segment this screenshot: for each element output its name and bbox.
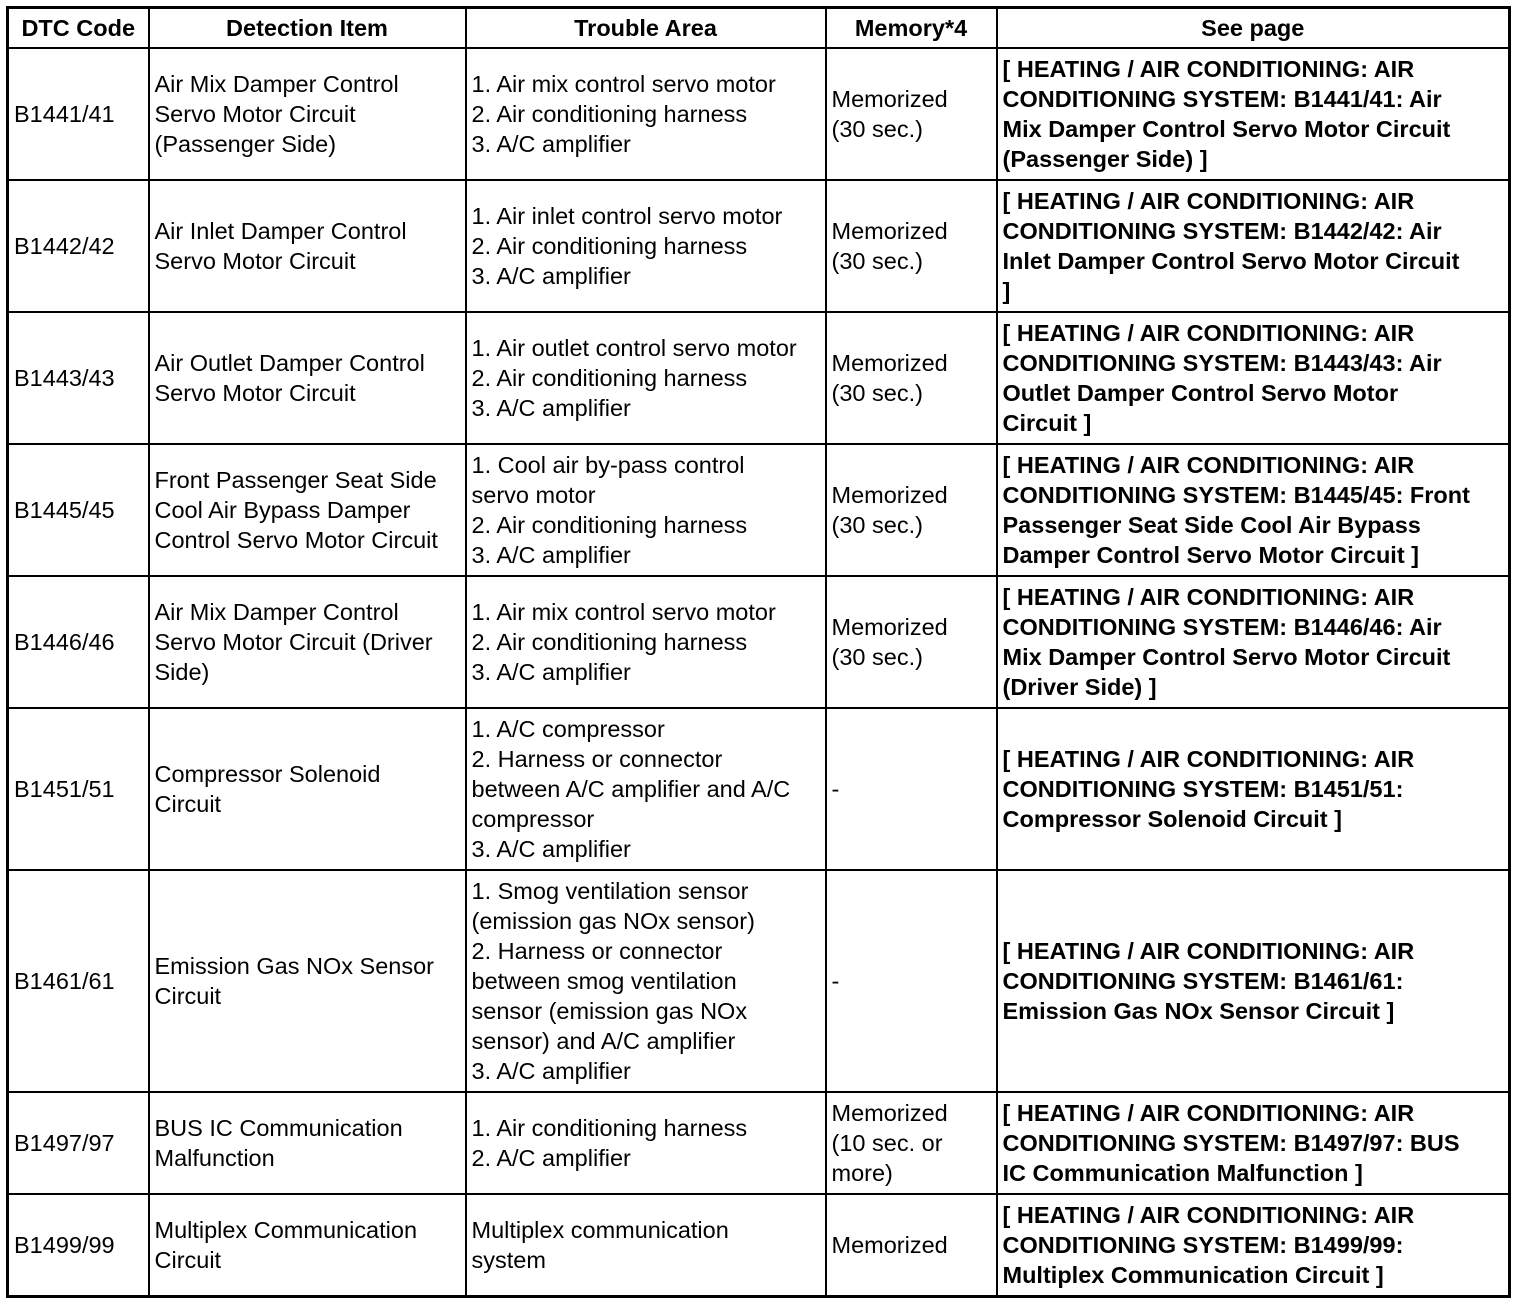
cell-line: Memorized bbox=[831, 614, 948, 640]
see-page-cell[interactable] bbox=[997, 312, 1510, 444]
see-page-link-line[interactable]: [ HEATING / AIR CONDITIONING: AIR bbox=[1002, 56, 1415, 82]
cell-line: Servo Motor Circuit (Driver bbox=[154, 629, 433, 655]
see-page-link-line[interactable]: [ HEATING / AIR CONDITIONING: AIR bbox=[1002, 1100, 1415, 1126]
memory-cell bbox=[826, 870, 997, 1092]
detection-item-cell bbox=[149, 1194, 466, 1296]
detection-item-cell bbox=[149, 870, 466, 1092]
detection-item-cell bbox=[149, 180, 466, 312]
see-page-link-line[interactable]: Mix Damper Control Servo Motor Circuit bbox=[1002, 644, 1451, 670]
cell-line: Multiplex communication bbox=[471, 1216, 729, 1243]
cell-line: 2. Harness or connector bbox=[471, 746, 723, 772]
trouble-area-cell bbox=[466, 870, 826, 1092]
cell-line: 1. Cool air by-pass control bbox=[471, 452, 745, 478]
cell-line: 3. A/C amplifier bbox=[471, 1058, 631, 1084]
see-page-link-line[interactable]: (Driver Side) ] bbox=[1002, 674, 1157, 700]
trouble-area-cell bbox=[466, 1194, 826, 1296]
table-row bbox=[8, 708, 1510, 870]
table-row bbox=[8, 180, 1510, 312]
see-page-link-line[interactable]: [ HEATING / AIR CONDITIONING: AIR bbox=[1002, 320, 1415, 346]
memory-cell bbox=[826, 312, 997, 444]
cell-line: 3. A/C amplifier bbox=[471, 131, 631, 157]
header-memory: Memory*4 bbox=[826, 8, 997, 49]
cell-line: (Passenger Side) bbox=[154, 131, 337, 157]
see-page-cell[interactable] bbox=[997, 48, 1510, 180]
cell-line: between A/C amplifier and A/C bbox=[471, 776, 791, 802]
dtc-code-cell: B1445/45 bbox=[8, 444, 149, 576]
cell-line: Memorized bbox=[831, 1100, 948, 1126]
cell-line: Memorized bbox=[831, 1231, 948, 1258]
cell-line: Memorized bbox=[831, 350, 948, 376]
cell-line: Air Mix Damper Control bbox=[154, 599, 399, 625]
see-page-link-line[interactable]: Damper Control Servo Motor Circuit ] bbox=[1002, 542, 1420, 568]
see-page-link-line[interactable]: CONDITIONING SYSTEM: B1441/41: Air bbox=[1002, 86, 1442, 112]
header-dtc-code: DTC Code bbox=[8, 8, 149, 49]
see-page-link-line[interactable]: CONDITIONING SYSTEM: B1451/51: bbox=[1002, 776, 1404, 802]
cell-line: 3. A/C amplifier bbox=[471, 836, 631, 862]
see-page-link-line[interactable]: Passenger Seat Side Cool Air Bypass bbox=[1002, 512, 1421, 538]
cell-line: 2. Air conditioning harness bbox=[471, 629, 748, 655]
see-page-cell[interactable] bbox=[997, 870, 1510, 1092]
memory-cell bbox=[826, 180, 997, 312]
dtc-table bbox=[6, 6, 1511, 1298]
see-page-link-line[interactable]: Emission Gas NOx Sensor Circuit ] bbox=[1002, 998, 1395, 1024]
trouble-area-cell bbox=[466, 444, 826, 576]
cell-line: Air Mix Damper Control bbox=[154, 71, 399, 97]
dtc-code-cell: B1446/46 bbox=[8, 576, 149, 708]
memory-cell bbox=[826, 1092, 997, 1194]
trouble-area-cell bbox=[466, 708, 826, 870]
cell-line: 3. A/C amplifier bbox=[471, 659, 631, 685]
cell-line: 2. Air conditioning harness bbox=[471, 101, 748, 127]
memory-cell bbox=[826, 576, 997, 708]
dtc-code-cell: B1441/41 bbox=[8, 48, 149, 180]
cell-line: servo motor bbox=[471, 482, 596, 508]
cell-line: 1. Air conditioning harness bbox=[471, 1115, 748, 1141]
cell-line: (30 sec.) bbox=[831, 248, 923, 274]
see-page-link-line[interactable]: Circuit ] bbox=[1002, 410, 1092, 436]
header-detection-item: Detection Item bbox=[149, 8, 466, 49]
cell-line: Memorized bbox=[831, 482, 948, 508]
cell-line: Memorized bbox=[831, 218, 948, 244]
see-page-link-line[interactable]: Inlet Damper Control Servo Motor Circuit bbox=[1002, 248, 1460, 274]
cell-line: between smog ventilation bbox=[471, 968, 737, 994]
cell-line: Side) bbox=[154, 659, 210, 685]
cell-line: BUS IC Communication bbox=[154, 1115, 403, 1141]
see-page-link-line[interactable]: CONDITIONING SYSTEM: B1497/97: BUS bbox=[1002, 1130, 1460, 1156]
see-page-link-line[interactable]: CONDITIONING SYSTEM: B1442/42: Air bbox=[1002, 218, 1442, 244]
cell-line: 3. A/C amplifier bbox=[471, 542, 631, 568]
cell-line: 2. A/C amplifier bbox=[471, 1145, 631, 1171]
see-page-link-line[interactable]: Compressor Solenoid Circuit ] bbox=[1002, 806, 1342, 832]
cell-line: 3. A/C amplifier bbox=[471, 263, 631, 289]
detection-item-cell bbox=[149, 444, 466, 576]
cell-line: Air Inlet Damper Control bbox=[154, 218, 407, 244]
dtc-code-cell: B1442/42 bbox=[8, 180, 149, 312]
cell-line: Control Servo Motor Circuit bbox=[154, 527, 438, 553]
see-page-link-line[interactable]: CONDITIONING SYSTEM: B1445/45: Front bbox=[1002, 482, 1470, 508]
cell-line: sensor (emission gas NOx bbox=[471, 998, 748, 1024]
cell-line: 1. A/C compressor bbox=[471, 716, 665, 742]
cell-line: (30 sec.) bbox=[831, 116, 923, 142]
dtc-code-cell: B1443/43 bbox=[8, 312, 149, 444]
cell-line: Servo Motor Circuit bbox=[154, 380, 356, 406]
trouble-area-cell bbox=[466, 1092, 826, 1194]
see-page-link-line[interactable]: IC Communication Malfunction ] bbox=[1002, 1160, 1363, 1186]
header-row bbox=[8, 8, 1510, 49]
cell-line: 1. Smog ventilation sensor bbox=[471, 878, 749, 904]
see-page-link-line[interactable]: [ HEATING / AIR CONDITIONING: AIR bbox=[1002, 452, 1415, 478]
table-row bbox=[8, 48, 1510, 180]
detection-item-cell bbox=[149, 48, 466, 180]
cell-line: 1. Air mix control servo motor bbox=[471, 599, 776, 625]
memory-cell bbox=[826, 48, 997, 180]
see-page-link-line[interactable]: Outlet Damper Control Servo Motor bbox=[1002, 380, 1399, 406]
dtc-code-cell: B1461/61 bbox=[8, 870, 149, 1092]
cell-line: 1. Air outlet control servo motor bbox=[471, 335, 797, 361]
cell-line: 2. Air conditioning harness bbox=[471, 365, 748, 391]
see-page-link-line[interactable]: CONDITIONING SYSTEM: B1446/46: Air bbox=[1002, 614, 1442, 640]
cell-line: more) bbox=[831, 1160, 893, 1186]
cell-line: (emission gas NOx sensor) bbox=[471, 908, 755, 934]
detection-item-cell bbox=[149, 708, 466, 870]
cell-line: Compressor Solenoid bbox=[154, 761, 381, 787]
cell-line: Memorized bbox=[831, 86, 948, 112]
cell-line: (10 sec. or bbox=[831, 1130, 943, 1156]
see-page-link-line[interactable]: Multiplex Communication Circuit ] bbox=[1002, 1261, 1384, 1288]
detection-item-cell bbox=[149, 576, 466, 708]
detection-item-cell bbox=[149, 312, 466, 444]
see-page-link-line[interactable]: CONDITIONING SYSTEM: B1443/43: Air bbox=[1002, 350, 1442, 376]
cell-line: 1. Air mix control servo motor bbox=[471, 71, 776, 97]
cell-line: (30 sec.) bbox=[831, 512, 923, 538]
see-page-link-line[interactable]: Mix Damper Control Servo Motor Circuit bbox=[1002, 116, 1451, 142]
cell-line: Servo Motor Circuit bbox=[154, 248, 356, 274]
cell-line: Multiplex Communication bbox=[154, 1216, 418, 1243]
cell-line: - bbox=[831, 776, 840, 802]
see-page-link-line[interactable]: CONDITIONING SYSTEM: B1499/99: bbox=[1002, 1231, 1404, 1258]
see-page-link-line[interactable]: CONDITIONING SYSTEM: B1461/61: bbox=[1002, 968, 1404, 994]
cell-line: sensor) and A/C amplifier bbox=[471, 1028, 736, 1054]
cell-line: 2. Air conditioning harness bbox=[471, 233, 748, 259]
cell-line: compressor bbox=[471, 806, 595, 832]
see-page-cell[interactable] bbox=[997, 180, 1510, 312]
see-page-link-line[interactable]: [ HEATING / AIR CONDITIONING: AIR bbox=[1002, 584, 1415, 610]
see-page-cell[interactable] bbox=[997, 708, 1510, 870]
cell-line: (30 sec.) bbox=[831, 380, 923, 406]
cell-line: Circuit bbox=[154, 983, 222, 1009]
memory-cell bbox=[826, 1194, 997, 1296]
cell-line: Circuit bbox=[154, 791, 222, 817]
detection-item-cell bbox=[149, 1092, 466, 1194]
cell-line: 2. Harness or connector bbox=[471, 938, 723, 964]
cell-line: Front Passenger Seat Side bbox=[154, 467, 437, 493]
see-page-cell[interactable] bbox=[997, 1092, 1510, 1194]
header-see-page: See page bbox=[997, 8, 1510, 49]
cell-line: (30 sec.) bbox=[831, 644, 923, 670]
cell-line: Circuit bbox=[154, 1246, 222, 1273]
table-row bbox=[8, 312, 1510, 444]
see-page-cell[interactable] bbox=[997, 576, 1510, 708]
trouble-area-cell bbox=[466, 48, 826, 180]
table-row bbox=[8, 576, 1510, 708]
dtc-code-cell: B1451/51 bbox=[8, 708, 149, 870]
trouble-area-cell bbox=[466, 180, 826, 312]
dtc-code-cell: B1497/97 bbox=[8, 1092, 149, 1194]
cell-line: 1. Air inlet control servo motor bbox=[471, 203, 783, 229]
see-page-link-line[interactable]: [ HEATING / AIR CONDITIONING: AIR bbox=[1002, 188, 1415, 214]
table-row bbox=[8, 1092, 1510, 1194]
see-page-cell[interactable] bbox=[997, 444, 1510, 576]
cell-line: Cool Air Bypass Damper bbox=[154, 497, 411, 523]
cell-line: Servo Motor Circuit bbox=[154, 101, 356, 127]
cell-line: system bbox=[471, 1246, 546, 1273]
cell-line: Malfunction bbox=[154, 1145, 275, 1171]
cell-line: Air Outlet Damper Control bbox=[154, 350, 425, 376]
see-page-link-line[interactable]: [ HEATING / AIR CONDITIONING: AIR bbox=[1002, 746, 1415, 772]
see-page-link-line[interactable]: [ HEATING / AIR CONDITIONING: AIR bbox=[1002, 1201, 1415, 1228]
cell-line: Emission Gas NOx Sensor bbox=[154, 953, 434, 979]
table-row bbox=[8, 1194, 1510, 1296]
trouble-area-cell bbox=[466, 576, 826, 708]
see-page-cell[interactable] bbox=[997, 1194, 1510, 1296]
memory-cell bbox=[826, 444, 997, 576]
cell-line: - bbox=[831, 968, 840, 994]
see-page-link-line[interactable]: (Passenger Side) ] bbox=[1002, 146, 1208, 172]
cell-line: 2. Air conditioning harness bbox=[471, 512, 748, 538]
trouble-area-cell bbox=[466, 312, 826, 444]
memory-cell bbox=[826, 708, 997, 870]
header-trouble-area: Trouble Area bbox=[466, 8, 826, 49]
see-page-link-line[interactable]: ] bbox=[1002, 278, 1011, 304]
cell-line: 3. A/C amplifier bbox=[471, 395, 631, 421]
table-row bbox=[8, 444, 1510, 576]
dtc-code-cell: B1499/99 bbox=[8, 1194, 149, 1296]
table-row bbox=[8, 870, 1510, 1092]
see-page-link-line[interactable]: [ HEATING / AIR CONDITIONING: AIR bbox=[1002, 938, 1415, 964]
